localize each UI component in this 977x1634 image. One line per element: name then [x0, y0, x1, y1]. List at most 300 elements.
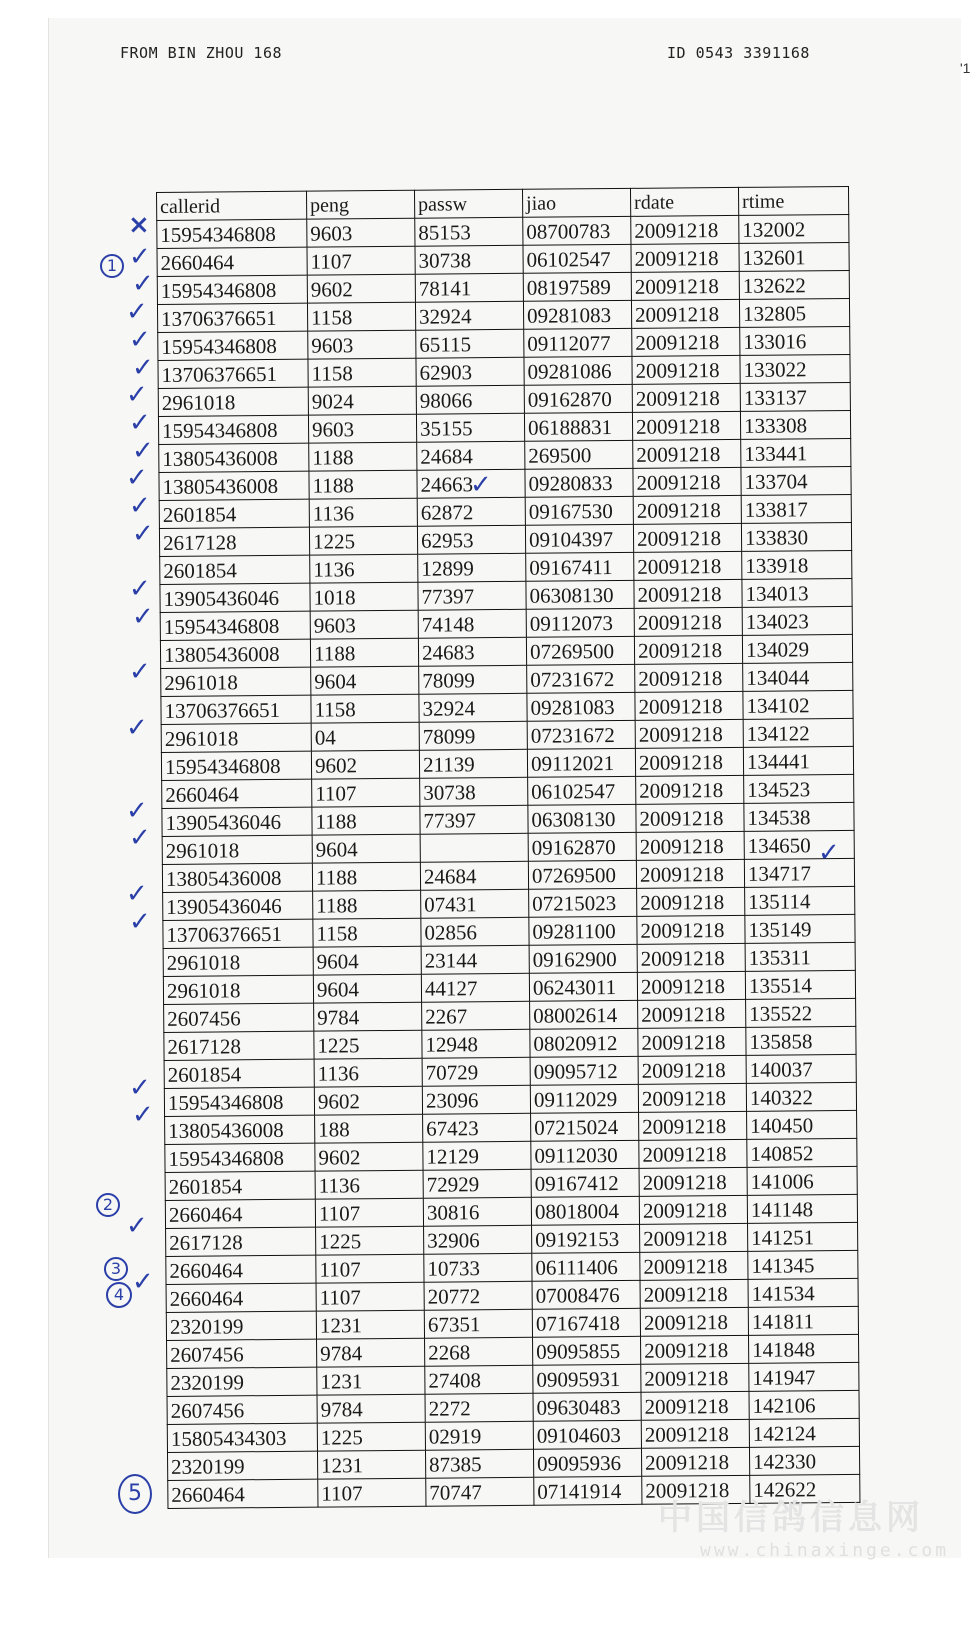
- cell-rdate: 20091218: [633, 495, 741, 524]
- margin-check-mark: ✓: [132, 518, 154, 549]
- cell-rdate: 20091218: [631, 243, 739, 272]
- cell-peng: 9603: [308, 414, 416, 443]
- cell-passw: 85153: [415, 217, 523, 246]
- cell-rtime: 140037: [746, 1054, 856, 1083]
- cell-peng: 9604: [313, 974, 421, 1003]
- cell-rtime: 142106: [749, 1390, 859, 1419]
- cell-rdate: 20091218: [637, 943, 745, 972]
- cell-callerid: 15805434303: [167, 1423, 317, 1452]
- cell-callerid: 2961018: [162, 835, 312, 864]
- cell-passw: 62872: [417, 497, 525, 526]
- cell-rtime: 133441: [741, 438, 851, 467]
- cell-callerid: 2660464: [157, 247, 307, 276]
- cell-jiao: 09167411: [526, 552, 634, 581]
- cell-passw: 10733: [424, 1253, 532, 1282]
- cell-passw: 98066: [416, 385, 524, 414]
- cell-rtime: 141006: [747, 1166, 857, 1195]
- cell-peng: 1188: [310, 638, 418, 667]
- cell-jiao: 07008476: [532, 1280, 640, 1309]
- cell-rdate: 20091218: [640, 1223, 748, 1252]
- cell-rdate: 20091218: [636, 803, 744, 832]
- cell-jiao: 09167530: [525, 496, 633, 525]
- cell-passw: 24684: [417, 441, 525, 470]
- cell-callerid: 13805436008: [159, 471, 309, 500]
- cell-callerid: 15954346808: [165, 1143, 315, 1172]
- cell-jiao: 09281086: [524, 356, 632, 385]
- cell-peng: 1188: [313, 890, 421, 919]
- cell-jiao: 09104603: [533, 1420, 641, 1449]
- cell-rdate: 20091218: [641, 1419, 749, 1448]
- cell-rdate: 20091218: [634, 607, 742, 636]
- cell-callerid: 15954346808: [161, 751, 311, 780]
- cell-jiao: 06102547: [523, 244, 631, 273]
- circled-number-1: 1: [100, 254, 124, 278]
- table-body: [157, 214, 860, 1508]
- cell-peng: 1107: [316, 1254, 424, 1283]
- cell-callerid: 2601854: [164, 1059, 314, 1088]
- cell-rdate: 20091218: [633, 439, 741, 468]
- cell-callerid: 2607456: [164, 1003, 314, 1032]
- cell-peng: 1107: [316, 1282, 424, 1311]
- margin-check-mark: ✓: [126, 795, 148, 826]
- margin-check-mark: ✓: [129, 823, 151, 854]
- cell-rtime: 133016: [740, 326, 850, 355]
- cell-rdate: 20091218: [636, 859, 744, 888]
- cell-rdate: 20091218: [639, 1195, 747, 1224]
- circled-number-5: 5: [118, 1474, 152, 1514]
- cell-peng: 04: [311, 722, 419, 751]
- cell-peng: 1107: [307, 246, 415, 275]
- cell-peng: 188: [315, 1114, 423, 1143]
- cell-callerid: 2320199: [167, 1367, 317, 1396]
- cell-jiao: 09112029: [530, 1084, 638, 1113]
- cell-rdate: 20091218: [633, 523, 741, 552]
- cell-rtime: 134717: [744, 858, 854, 887]
- cell-jiao: 09281083: [523, 300, 631, 329]
- cell-jiao: 269500: [525, 440, 633, 469]
- cell-jiao: 08018004: [531, 1196, 639, 1225]
- cell-peng: 1018: [310, 582, 418, 611]
- cell-jiao: 09095936: [533, 1448, 641, 1477]
- cell-rtime: 140450: [747, 1110, 857, 1139]
- fax-id-header: ID 0543 3391168: [667, 44, 810, 62]
- cell-rdate: 20091218: [641, 1391, 749, 1420]
- column-header-callerid: callerid: [157, 191, 307, 220]
- cell-passw: 21139: [419, 749, 527, 778]
- cell-rdate: 20091218: [640, 1279, 748, 1308]
- cell-rdate: 20091218: [642, 1475, 750, 1504]
- cell-rdate: 20091218: [638, 1055, 746, 1084]
- cell-rtime: 134029: [742, 634, 852, 663]
- cell-rdate: 20091218: [635, 747, 743, 776]
- margin-check-mark: ✓: [126, 712, 148, 743]
- cell-peng: 9604: [312, 834, 420, 863]
- cell-passw: 72929: [423, 1169, 531, 1198]
- margin-check-mark: ✓: [129, 906, 151, 937]
- cell-rtime: 140852: [747, 1138, 857, 1167]
- cell-jiao: 09167412: [531, 1168, 639, 1197]
- cell-callerid: 2660464: [168, 1479, 318, 1508]
- cell-peng: 9604: [313, 946, 421, 975]
- cell-rtime: 135114: [745, 886, 855, 915]
- margin-check-mark: ✓: [129, 1072, 151, 1103]
- cell-rtime: 141148: [747, 1194, 857, 1223]
- cell-rtime: 132805: [739, 298, 849, 327]
- cell-peng: 9024: [308, 386, 416, 415]
- column-header-passw: passw: [414, 189, 522, 218]
- cell-peng: 1107: [318, 1478, 426, 1507]
- cell-rtime: 134023: [742, 606, 852, 635]
- cell-jiao: 07269500: [528, 860, 636, 889]
- cell-passw: 87385: [425, 1449, 533, 1478]
- cell-jiao: 07231672: [527, 664, 635, 693]
- margin-check-mark: ✓: [129, 491, 151, 521]
- column-header-jiao: jiao: [522, 188, 630, 217]
- cell-jiao: 06243011: [529, 972, 637, 1001]
- cell-jiao: 08002614: [530, 1000, 638, 1029]
- cell-peng: 1231: [317, 1450, 425, 1479]
- margin-check-mark: ✓: [132, 269, 154, 300]
- cell-rtime: 140322: [746, 1082, 856, 1111]
- margin-check-mark: ✓: [129, 657, 151, 688]
- cell-rdate: 20091218: [638, 1027, 746, 1056]
- cell-callerid: 15954346808: [158, 415, 308, 444]
- cell-passw: 27408: [425, 1365, 533, 1394]
- cell-passw: 78099: [419, 721, 527, 750]
- cell-jiao: 09280833: [525, 468, 633, 497]
- cell-passw: 77397: [418, 581, 526, 610]
- cell-passw: 30738: [415, 245, 523, 274]
- cell-callerid: 2660464: [166, 1283, 316, 1312]
- cell-rtime: 132622: [739, 270, 849, 299]
- cell-rtime: 133137: [740, 382, 850, 411]
- fax-from-header: FROM BIN ZHOU 168: [120, 44, 283, 62]
- cell-rdate: 20091218: [632, 383, 740, 412]
- cell-passw: 07431: [421, 889, 529, 918]
- cell-peng: 9602: [314, 1086, 422, 1115]
- cell-passw: 02856: [421, 917, 529, 946]
- right-check-mark: ✓: [818, 838, 840, 868]
- cell-passw: 24684: [420, 861, 528, 890]
- cell-peng: 1158: [313, 918, 421, 947]
- cell-rtime: 135858: [746, 1026, 856, 1055]
- cell-peng: 1136: [310, 554, 418, 583]
- cell-passw: 74148: [418, 609, 526, 638]
- cell-callerid: 2660464: [165, 1199, 315, 1228]
- margin-check-mark: ✓: [129, 574, 151, 605]
- cell-rdate: 20091218: [636, 775, 744, 804]
- cell-rtime: 133830: [741, 522, 851, 551]
- cell-passw: [420, 833, 528, 862]
- cell-rtime: 134523: [744, 774, 854, 803]
- cell-rtime: 141848: [749, 1334, 859, 1363]
- cell-callerid: 13805436008: [165, 1115, 315, 1144]
- cell-callerid: 2961018: [163, 975, 313, 1004]
- cell-peng: 1188: [312, 862, 420, 891]
- cell-rtime: 142330: [749, 1446, 859, 1475]
- cell-passw: 77397: [420, 805, 528, 834]
- cell-rdate: 20091218: [632, 355, 740, 384]
- margin-check-mark: ✓: [126, 1211, 148, 1242]
- cell-rtime: 134441: [743, 746, 853, 775]
- margin-check-mark: ✓: [129, 407, 151, 438]
- cell-callerid: 2961018: [163, 947, 313, 976]
- cell-jiao: 07141914: [534, 1476, 642, 1505]
- margin-check-mark: ✓: [132, 1100, 154, 1131]
- cell-passw: 30738: [420, 777, 528, 806]
- cell-rtime: 134044: [743, 662, 853, 691]
- cell-rdate: 20091218: [640, 1251, 748, 1280]
- cell-jiao: 07231672: [527, 720, 635, 749]
- watermark-url: www.chinaxinge.com: [700, 1540, 950, 1561]
- cell-jiao: 09095712: [530, 1056, 638, 1085]
- cell-rtime: 135149: [745, 914, 855, 943]
- margin-check-mark: ✓: [132, 435, 154, 466]
- cell-rtime: 133918: [742, 550, 852, 579]
- cell-passw: 02919: [425, 1421, 533, 1450]
- cell-peng: 9604: [311, 666, 419, 695]
- cell-rdate: 20091218: [634, 551, 742, 580]
- cell-callerid: 2961018: [158, 387, 308, 416]
- cell-rtime: 141947: [749, 1362, 859, 1391]
- cell-callerid: 13905436046: [162, 807, 312, 836]
- cell-jiao: 07215023: [529, 888, 637, 917]
- cell-jiao: 09112073: [526, 608, 634, 637]
- margin-check-mark: ✓: [126, 380, 148, 411]
- cell-rdate: 20091218: [641, 1363, 749, 1392]
- cell-rdate: 20091218: [637, 887, 745, 916]
- cell-callerid: 15954346808: [158, 331, 308, 360]
- cell-passw: 12948: [422, 1029, 530, 1058]
- cell-callerid: 2961018: [161, 723, 311, 752]
- cell-peng: 1158: [308, 358, 416, 387]
- cell-passw: 20772: [424, 1281, 532, 1310]
- cell-jiao: 09104397: [525, 524, 633, 553]
- cell-rtime: 134122: [743, 718, 853, 747]
- cell-callerid: 2617128: [164, 1031, 314, 1060]
- cell-rtime: 133704: [741, 466, 851, 495]
- cell-jiao: 06308130: [528, 804, 636, 833]
- cell-rtime: 134013: [742, 578, 852, 607]
- cell-jiao: 09162870: [524, 384, 632, 413]
- column-header-peng: peng: [306, 190, 414, 219]
- cell-callerid: 2617128: [166, 1227, 316, 1256]
- cell-peng: 9603: [308, 330, 416, 359]
- inline-check-mark: ✓: [470, 470, 492, 500]
- margin-check-mark: ✓: [129, 324, 151, 355]
- circled-number-2: 2: [96, 1193, 120, 1217]
- cell-jiao: 09112021: [527, 748, 635, 777]
- cell-rdate: 20091218: [635, 719, 743, 748]
- cell-rdate: 20091218: [641, 1335, 749, 1364]
- cell-jiao: 09281100: [529, 916, 637, 945]
- cell-jiao: 09162870: [528, 832, 636, 861]
- cell-peng: 9603: [307, 218, 415, 247]
- cell-jiao: 06188831: [524, 412, 632, 441]
- cell-rdate: 20091218: [637, 915, 745, 944]
- cell-peng: 1225: [317, 1422, 425, 1451]
- cell-peng: 1225: [314, 1030, 422, 1059]
- circled-number-4: 4: [106, 1282, 132, 1308]
- cell-passw: 70747: [426, 1477, 534, 1506]
- cell-peng: 1225: [316, 1226, 424, 1255]
- cell-passw: 35155: [416, 413, 524, 442]
- cell-rtime: 133022: [740, 354, 850, 383]
- margin-check-mark: ✓: [126, 463, 148, 494]
- cell-jiao: 08020912: [530, 1028, 638, 1057]
- cell-callerid: 13805436008: [159, 443, 309, 472]
- cell-peng: 1225: [309, 526, 417, 555]
- cell-jiao: 09112030: [531, 1140, 639, 1169]
- cell-callerid: 2601854: [160, 555, 310, 584]
- cell-jiao: 06102547: [528, 776, 636, 805]
- cell-passw: 67423: [423, 1113, 531, 1142]
- margin-check-mark: ✓: [132, 352, 154, 383]
- cell-callerid: 13706376651: [163, 919, 313, 948]
- column-header-rdate: rdate: [630, 187, 738, 216]
- cell-callerid: 2660464: [166, 1255, 316, 1284]
- cell-callerid: 13706376651: [158, 359, 308, 388]
- cell-passw: 23096: [422, 1085, 530, 1114]
- cell-rdate: 20091218: [632, 327, 740, 356]
- cell-callerid: 13706376651: [161, 695, 311, 724]
- cell-jiao: 09162900: [529, 944, 637, 973]
- margin-check-mark: ✓: [132, 601, 154, 632]
- cell-callerid: 2660464: [162, 779, 312, 808]
- cell-peng: 1188: [309, 470, 417, 499]
- cell-passw: 12129: [423, 1141, 531, 1170]
- cell-callerid: 15954346808: [157, 275, 307, 304]
- cell-jiao: 09630483: [533, 1392, 641, 1421]
- cell-rdate: 20091218: [639, 1139, 747, 1168]
- cell-passw: 32924: [419, 693, 527, 722]
- cell-callerid: 13905436046: [160, 583, 310, 612]
- cell-callerid: 2961018: [161, 667, 311, 696]
- cell-jiao: 06111406: [532, 1252, 640, 1281]
- cell-rtime: 141811: [748, 1306, 858, 1335]
- cell-peng: 9602: [311, 750, 419, 779]
- cell-rtime: 141345: [748, 1250, 858, 1279]
- cell-peng: 9784: [317, 1338, 425, 1367]
- margin-check-mark: ✓: [126, 878, 148, 909]
- cell-peng: 1158: [307, 302, 415, 331]
- cell-callerid: 15954346808: [164, 1087, 314, 1116]
- cell-peng: 9602: [307, 274, 415, 303]
- cell-jiao: 07167418: [532, 1308, 640, 1337]
- cell-rdate: 20091218: [633, 467, 741, 496]
- page-mark: '1: [960, 60, 971, 76]
- cell-passw: 2268: [425, 1337, 533, 1366]
- cell-jiao: 09095931: [533, 1364, 641, 1393]
- cell-rdate: 20091218: [631, 299, 739, 328]
- cell-callerid: 13805436008: [160, 639, 310, 668]
- cross-mark: ×: [128, 210, 150, 240]
- cell-rdate: 20091218: [635, 691, 743, 720]
- watermark-text: 中国信鸽信息网: [658, 1498, 924, 1538]
- cell-callerid: 2617128: [159, 527, 309, 556]
- cell-passw: 78099: [419, 665, 527, 694]
- margin-check-mark: ✓: [126, 297, 148, 328]
- cell-rtime: 133817: [741, 494, 851, 523]
- cell-jiao: 08700783: [523, 216, 631, 245]
- cell-rdate: 20091218: [636, 831, 744, 860]
- cell-passw: 2267: [422, 1001, 530, 1030]
- cell-rdate: 20091218: [639, 1167, 747, 1196]
- margin-check-mark: ✓: [132, 1266, 154, 1297]
- cell-rdate: 20091218: [638, 1083, 746, 1112]
- cell-peng: 1136: [315, 1170, 423, 1199]
- cell-peng: 1188: [312, 806, 420, 835]
- cell-rdate: 20091218: [634, 579, 742, 608]
- cell-rtime: 141251: [748, 1222, 858, 1251]
- cell-passw: 30816: [423, 1197, 531, 1226]
- cell-peng: 1158: [311, 694, 419, 723]
- cell-peng: 1107: [315, 1198, 423, 1227]
- cell-callerid: 15954346808: [157, 219, 307, 248]
- cell-rtime: 133308: [740, 410, 850, 439]
- cell-rdate: 20091218: [632, 411, 740, 440]
- cell-peng: 1231: [317, 1366, 425, 1395]
- cell-jiao: 07269500: [526, 636, 634, 665]
- cell-passw: 2272: [425, 1393, 533, 1422]
- cell-callerid: 13905436046: [163, 891, 313, 920]
- cell-callerid: 2601854: [165, 1171, 315, 1200]
- cell-peng: 1107: [312, 778, 420, 807]
- cell-passw: 70729: [422, 1057, 530, 1086]
- cell-passw: 24683: [418, 637, 526, 666]
- cell-passw: 24663: [417, 469, 525, 498]
- cell-jiao: 07215024: [531, 1112, 639, 1141]
- cell-jiao: 09281083: [527, 692, 635, 721]
- cell-rdate: 20091218: [640, 1307, 748, 1336]
- cell-rtime: 135522: [746, 998, 856, 1027]
- cell-callerid: 2607456: [167, 1395, 317, 1424]
- cell-callerid: 15954346808: [160, 611, 310, 640]
- cell-rtime: 142622: [750, 1474, 860, 1503]
- cell-rtime: 132601: [739, 242, 849, 271]
- cell-callerid: 2607456: [167, 1339, 317, 1368]
- cell-callerid: 2320199: [167, 1451, 317, 1480]
- cell-rdate: 20091218: [639, 1111, 747, 1140]
- cell-callerid: 13805436008: [162, 863, 312, 892]
- cell-peng: 9784: [314, 1002, 422, 1031]
- cell-jiao: 06308130: [526, 580, 634, 609]
- cell-passw: 32906: [424, 1225, 532, 1254]
- cell-peng: 9603: [310, 610, 418, 639]
- cell-passw: 62953: [417, 525, 525, 554]
- cell-peng: 1231: [316, 1310, 424, 1339]
- cell-passw: 78141: [415, 273, 523, 302]
- cell-rtime: 132002: [739, 214, 849, 243]
- cell-rdate: 20091218: [637, 971, 745, 1000]
- call-log-table: [156, 186, 860, 1509]
- cell-rdate: 20091218: [638, 999, 746, 1028]
- cell-rtime: 134102: [743, 690, 853, 719]
- cell-passw: 44127: [421, 973, 529, 1002]
- cell-rtime: 135514: [745, 970, 855, 999]
- circled-number-3: 3: [104, 1257, 128, 1281]
- margin-check-mark: ✓: [129, 241, 151, 272]
- cell-callerid: 2320199: [166, 1311, 316, 1340]
- cell-rtime: 135311: [745, 942, 855, 971]
- cell-callerid: 2601854: [159, 499, 309, 528]
- cell-rdate: 20091218: [635, 663, 743, 692]
- cell-rtime: 134650: [744, 830, 854, 859]
- cell-passw: 32924: [415, 301, 523, 330]
- cell-passw: 62903: [416, 357, 524, 386]
- cell-passw: 23144: [421, 945, 529, 974]
- cell-rtime: 134538: [744, 802, 854, 831]
